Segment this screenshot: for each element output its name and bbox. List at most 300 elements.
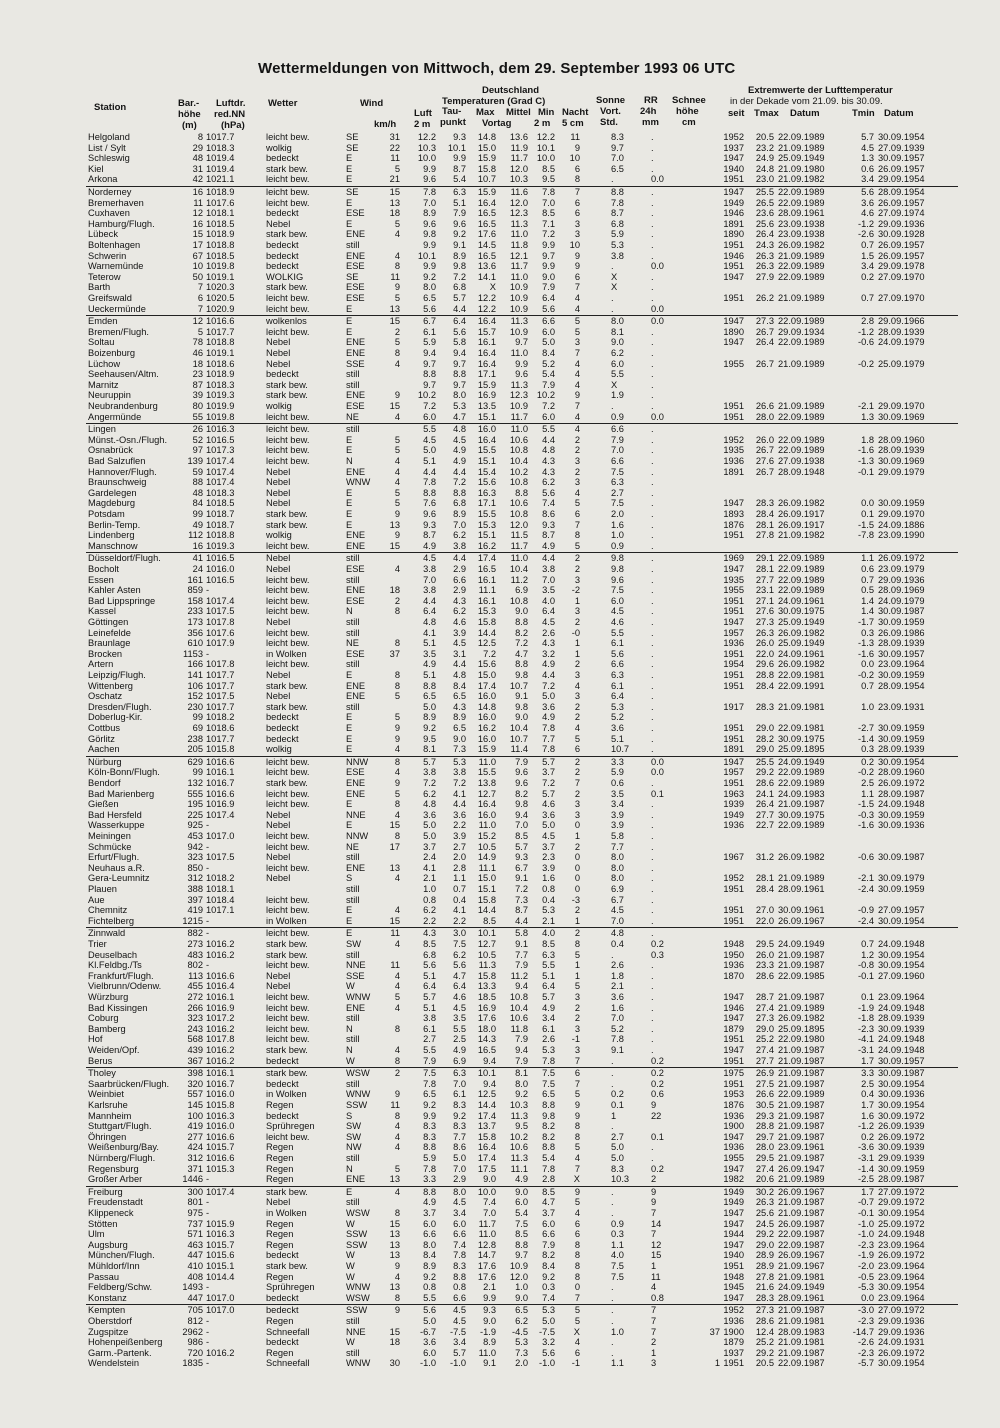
cell-dewpoint: 8.3 — [453, 1261, 466, 1271]
cell-temp-air: 0.8 — [423, 894, 436, 905]
cell-weather: Schneefall — [266, 1326, 310, 1337]
cell-tmax-date: 25.09.1949 — [778, 153, 825, 164]
cell-temp-night: 3 — [574, 229, 580, 240]
cell-tmax-date: 21.09.1987 — [778, 992, 825, 1002]
cell-weather: WOLKIG — [266, 271, 304, 282]
cell-wind-speed: 13 — [389, 197, 400, 208]
cell-sunshine: . — [611, 1316, 614, 1326]
cell-dewpoint: 5.6 — [453, 960, 466, 971]
cell-height: 99 — [192, 509, 203, 519]
cell-since: 1940 — [723, 163, 744, 174]
cell-tmin-date: 27.09.1972 — [878, 1305, 925, 1316]
cell-tmax: 27.4 — [755, 1002, 774, 1013]
cell-precip: . — [651, 733, 654, 744]
cell-weather: stark bew. — [266, 680, 308, 691]
cell-tmax: 29.5 — [755, 1153, 774, 1163]
cell-wind-speed: 4 — [394, 744, 400, 755]
cell-temp-air: 6.2 — [423, 788, 436, 799]
cell-temp-air: 7.0 — [423, 197, 436, 208]
cell-tmin: 0.0 — [861, 498, 874, 509]
cell-temp-max: 11.0 — [478, 820, 496, 831]
cell-since: 1951 — [723, 670, 744, 680]
cell-wind-speed: 18 — [389, 208, 400, 219]
cell-wind-dir: ENE — [346, 788, 366, 799]
cell-height: 557 — [187, 1089, 203, 1100]
cell-temp-max: 2.1 — [483, 1282, 496, 1293]
cell-tmin-date: 30.09.1954 — [878, 1208, 925, 1218]
cell-sunshine: 2.1 — [611, 981, 624, 992]
cell-temp-mean: 8.2 — [515, 627, 528, 638]
cell-tmax-date: 24.09.1961 — [778, 648, 825, 659]
cell-temp-min: 9.2 — [542, 1271, 555, 1282]
cell-wind-speed: 4 — [394, 970, 400, 981]
cell-precip: 0.2 — [651, 1055, 664, 1066]
cell-temp-night: 4 — [574, 411, 580, 422]
header-max: Max — [476, 107, 495, 118]
cell-tmax: 23.0 — [755, 174, 774, 185]
cell-height: 6 — [197, 293, 203, 303]
cell-temp-night: 3 — [574, 670, 580, 680]
cell-wind-dir: NW — [346, 1142, 362, 1153]
cell-precip: . — [651, 509, 654, 519]
cell-height: 8 — [197, 132, 203, 142]
cell-since: 1951 — [723, 606, 744, 617]
cell-temp-air: 3.5 — [423, 648, 436, 659]
cell-weather: stark bew. — [266, 1261, 308, 1271]
cell-precip: 0.2 — [651, 1068, 664, 1079]
cell-weather: leicht bew. — [266, 303, 310, 314]
cell-precip: 9 — [651, 1197, 657, 1208]
cell-sunshine: 9.8 — [611, 553, 624, 564]
cell-precip: 7 — [651, 1305, 657, 1316]
cell-height: 50 — [192, 271, 203, 282]
cell-dewpoint: 7.0 — [453, 1163, 466, 1174]
cell-sunshine: 2.6 — [611, 960, 624, 971]
cell-temp-night: 4 — [574, 379, 580, 390]
cell-tmin: -0.8 — [857, 960, 874, 971]
cell-station: Hohenpeißenberg — [88, 1337, 163, 1348]
cell-sunshine: 7.0 — [611, 445, 624, 456]
header-bar2: höhe — [178, 109, 201, 120]
cell-temp-max: 14.3 — [477, 1034, 496, 1045]
cell-wind-dir: S — [346, 1110, 353, 1121]
cell-tmin-date: 27.09.1970 — [878, 271, 925, 282]
cell-station: Garm.-Partenk. — [88, 1347, 152, 1358]
cell-precip: . — [651, 153, 654, 164]
cell-wind-dir: E — [346, 519, 353, 530]
cell-station: List / Sylt — [88, 142, 126, 153]
cell-height: 398 — [187, 1068, 203, 1079]
cell-temp-max: 16.4 — [477, 348, 496, 358]
cell-dewpoint: 8.9 — [453, 712, 466, 723]
cell-temp-max: 16.4 — [477, 434, 496, 445]
cell-temp-min: 7.2 — [542, 778, 555, 788]
cell-precip: . — [651, 873, 654, 884]
cell-pressure: 1016.7 — [206, 1078, 235, 1089]
cell-sunshine: 8.0 — [611, 873, 624, 884]
cell-temp-night: 4 — [574, 487, 580, 498]
cell-station: Bad Salzuflen — [88, 456, 146, 466]
cell-sunshine: 6.4 — [611, 691, 624, 702]
cell-tmax-date: 22.09.1989 — [778, 1089, 825, 1100]
cell-weather: leicht bew. — [266, 799, 310, 810]
cell-tmax: 27.4 — [755, 1163, 774, 1174]
cell-since: 1945 — [723, 1282, 744, 1293]
cell-height: 42 — [192, 174, 203, 185]
cell-station: Cuxhaven — [88, 208, 130, 219]
cell-temp-max: 10.5 — [477, 841, 496, 852]
cell-sunshine: 8.3 — [611, 1163, 624, 1174]
cell-wind-dir: ENE — [346, 540, 366, 551]
cell-sunshine: 8.1 — [611, 326, 624, 337]
cell-dewpoint: 9.4 — [453, 348, 466, 358]
cell-dewpoint: 9.2 — [453, 1110, 466, 1121]
cell-weather: stark bew. — [266, 701, 308, 712]
cell-precip: . — [651, 981, 654, 992]
cell-wind-speed: 4 — [394, 1121, 400, 1132]
cell-tmax-date: 28.09.1961 — [778, 208, 825, 219]
cell-temp-night: 6 — [574, 1218, 580, 1229]
cell-temp-night: X — [573, 1326, 580, 1337]
cell-precip: . — [651, 498, 654, 509]
cell-wind-dir: E — [346, 163, 353, 174]
cell-sunshine: 4.8 — [611, 928, 624, 939]
cell-tmin-date: 23.09.1964 — [878, 1292, 925, 1303]
cell-pressure: 1016.5 — [206, 553, 235, 564]
cell-tmin: -7.8 — [857, 530, 874, 541]
cell-precip: . — [651, 809, 654, 820]
cell-temp-mean: 10.4 — [509, 723, 528, 733]
cell-temp-min: 8.8 — [542, 1142, 555, 1153]
cell-tmax: 28.3 — [755, 498, 774, 509]
cell-since: 1957 — [723, 767, 744, 778]
cell-temp-air: 8.1 — [423, 744, 436, 755]
cell-temp-max: 17.6 — [477, 229, 496, 240]
cell-tmax-date: 21.09.1987 — [778, 1110, 825, 1121]
cell-wind-dir: SE — [346, 142, 359, 153]
cell-tmax-date: 21.09.1987 — [778, 1078, 825, 1089]
cell-sunshine: 0.6 — [611, 778, 624, 788]
cell-height: 5 — [197, 326, 203, 337]
cell-height: 424 — [187, 1142, 203, 1153]
cell-temp-night: 7 — [574, 1078, 580, 1089]
cell-weather: leicht bew. — [266, 659, 310, 670]
cell-tmax: 31.2 — [755, 852, 774, 863]
cell-precip: . — [651, 670, 654, 680]
cell-temp-mean: 12.0 — [509, 197, 528, 208]
cell-pressure: 1016.6 — [206, 1153, 235, 1163]
header-tau2: punkt — [440, 117, 466, 128]
cell-temp-night: 2 — [574, 434, 580, 445]
cell-temp-min: 7.1 — [542, 218, 555, 229]
cell-temp-night: 3 — [574, 1023, 580, 1034]
cell-weather: Nebel — [266, 691, 291, 702]
cell-temp-max: 15.4 — [477, 466, 496, 477]
cell-temp-mean: 9.0 — [515, 606, 528, 617]
cell-temp-air: 4.9 — [423, 1197, 436, 1208]
cell-wind-speed: 4 — [394, 1142, 400, 1153]
cell-sunshine: X — [611, 271, 618, 282]
cell-height: 132 — [187, 778, 203, 788]
cell-temp-max: 16.5 — [477, 208, 496, 219]
cell-temp-mean: 8.0 — [515, 1078, 528, 1089]
cell-height: 882 — [187, 928, 203, 939]
cell-station: Wasserkuppe — [88, 820, 145, 831]
cell-height: 10 — [192, 261, 203, 272]
cell-temp-air: 8.5 — [423, 939, 436, 949]
cell-temp-min: 7.9 — [542, 379, 555, 390]
cell-temp-min: 9.3 — [542, 519, 555, 530]
cell-wind-speed: 9 — [394, 778, 400, 788]
cell-dewpoint: 2.8 — [453, 862, 466, 873]
cell-temp-night: 7 — [574, 187, 580, 197]
cell-tmax-date: 26.09.1947 — [778, 1163, 825, 1174]
cell-since: 1963 — [723, 788, 744, 799]
cell-wind-dir: still — [346, 1078, 360, 1089]
cell-temp-mean: 10.9 — [509, 282, 528, 293]
cell-station: Zugspitze — [88, 1326, 129, 1337]
cell-temp-max: 10.1 — [477, 928, 496, 939]
cell-pressure: 1016.6 — [206, 970, 235, 981]
cell-weather: leicht bew. — [266, 424, 310, 435]
cell-pressure: 1016.1 — [206, 1068, 235, 1079]
cell-wind-speed: 21 — [389, 174, 400, 185]
cell-temp-mean: 9.8 — [515, 701, 528, 712]
cell-temp-night: 7 — [574, 778, 580, 788]
cell-height: 408 — [187, 1271, 203, 1282]
header-schnee2: höhe — [676, 106, 699, 117]
cell-wind-speed: 5 — [394, 1163, 400, 1174]
cell-pressure: 1019.1 — [206, 348, 235, 358]
header-wind-unit: km/h — [374, 119, 397, 130]
cell-tmin-date: 28.09.1939 — [878, 326, 925, 337]
cell-wind-speed: 4 — [394, 767, 400, 778]
cell-wind-dir: ENE — [346, 1174, 366, 1185]
cell-precip: 7 — [651, 1208, 657, 1218]
cell-station: Neuruppin — [88, 390, 131, 401]
cell-temp-air: 2.7 — [423, 1034, 436, 1045]
cell-temp-air: 4.5 — [423, 434, 436, 445]
header-bar-unit: (m) — [182, 120, 197, 131]
cell-precip: . — [651, 659, 654, 670]
cell-temp-night: 3 — [574, 606, 580, 617]
cell-temp-min: 3.4 — [542, 1013, 555, 1024]
cell-sunshine: 10.7 — [611, 744, 630, 755]
cell-tmin: -2.1 — [857, 873, 874, 884]
cell-pressure: - — [206, 1326, 210, 1337]
cell-sunshine: . — [611, 1186, 614, 1197]
cell-tmin-date: 23.09.1931 — [878, 701, 925, 712]
cell-tmin: -1.3 — [857, 638, 874, 649]
cell-tmin-date: 30.09.1954 — [878, 915, 925, 926]
header-vortag: Vortag — [482, 118, 512, 129]
cell-dewpoint: 3.5 — [453, 1013, 466, 1024]
cell-weather: stark bew. — [266, 949, 308, 960]
cell-pressure: 1018.7 — [206, 519, 235, 530]
cell-sunshine: 8.0 — [611, 852, 624, 863]
cell-temp-air: 7.2 — [423, 778, 436, 788]
cell-weather: leicht bew. — [266, 197, 310, 208]
cell-since: 1951 — [723, 915, 744, 926]
cell-tmin: 0.1 — [861, 992, 874, 1002]
cell-temp-min: 6.4 — [542, 293, 555, 303]
cell-dewpoint: 8.0 — [453, 1186, 466, 1197]
cell-dewpoint: 9.0 — [453, 733, 466, 744]
cell-tmax-date: 30.09.1975 — [778, 809, 825, 820]
cell-weather: leicht bew. — [266, 831, 310, 841]
cell-dewpoint: 2.0 — [453, 852, 466, 863]
cell-tmax: 28.3 — [755, 701, 774, 712]
cell-sunshine: . — [611, 949, 614, 960]
cell-tmax-date: 21.09.1987 — [778, 1347, 825, 1358]
cell-pressure: 1016.2 — [206, 1045, 235, 1055]
cell-temp-min: 4.0 — [542, 928, 555, 939]
cell-temp-min: 8.5 — [542, 939, 555, 949]
cell-weather: Nebel — [266, 970, 291, 981]
cell-sunshine: 6.6 — [611, 659, 624, 670]
cell-wind-speed: 8 — [394, 831, 400, 841]
cell-since: 1947 — [723, 1292, 744, 1303]
cell-pressure: - — [206, 1316, 210, 1326]
cell-sunshine: 8.7 — [611, 208, 624, 219]
cell-temp-air: 5.1 — [423, 1002, 436, 1013]
cell-tmin: 2.5 — [861, 778, 874, 788]
cell-tmin-date: 30.09.1936 — [878, 1089, 925, 1100]
cell-tmax-date: 22.09.1989 — [778, 316, 825, 327]
cell-pressure: 1016.5 — [206, 434, 235, 445]
cell-weather: leicht bew. — [266, 862, 310, 873]
cell-tmax-date: 22.09.1989 — [778, 767, 825, 778]
cell-dewpoint: 9.6 — [453, 218, 466, 229]
cell-tmin-date: 26.09.1957 — [878, 250, 925, 261]
cell-since: 1947 — [723, 1208, 744, 1218]
cell-tmin-date: 23.09.1964 — [878, 1271, 925, 1282]
cell-height: 48 — [192, 487, 203, 498]
cell-temp-max: 14.4 — [477, 1100, 496, 1110]
header-schnee: Schnee — [672, 95, 706, 106]
cell-precip: . — [651, 627, 654, 638]
cell-temp-night: 2 — [574, 1002, 580, 1013]
cell-temp-mean: 7.9 — [515, 960, 528, 971]
cell-pressure: 1018.8 — [206, 530, 235, 541]
cell-dewpoint: 4.9 — [453, 1045, 466, 1055]
cell-temp-air: -1.0 — [419, 1358, 436, 1369]
cell-wind-dir: SSW — [346, 1100, 368, 1110]
cell-temp-mean: 9.9 — [515, 358, 528, 369]
cell-since: 1967 — [723, 852, 744, 863]
cell-temp-air: 6.0 — [423, 1218, 436, 1229]
cell-temp-night: 10 — [569, 153, 580, 164]
cell-tmin-date: 27.09.1970 — [878, 293, 925, 303]
cell-tmin-date: 30.09.1972 — [878, 1110, 925, 1121]
cell-precip: . — [651, 390, 654, 401]
cell-height: 230 — [187, 701, 203, 712]
cell-precip: . — [651, 701, 654, 712]
cell-temp-min: 3.2 — [542, 1337, 555, 1348]
cell-temp-night: 3 — [574, 337, 580, 348]
cell-temp-night: 6 — [574, 208, 580, 219]
cell-temp-night: 8 — [574, 1250, 580, 1261]
cell-temp-min: 4.4 — [542, 434, 555, 445]
cell-temp-max: 15.0 — [477, 670, 496, 680]
cell-temp-min: 7.2 — [542, 401, 555, 411]
cell-temp-min: 3.9 — [542, 862, 555, 873]
cell-temp-night: 9 — [574, 261, 580, 272]
cell-precip: 3 — [651, 1358, 657, 1369]
cell-temp-night: 3 — [574, 799, 580, 810]
cell-precip: . — [651, 992, 654, 1002]
cell-tmax-date: 21.09.1987 — [778, 949, 825, 960]
cell-temp-night: 6 — [574, 1068, 580, 1079]
cell-tmin-date: 29.09.1972 — [878, 1197, 925, 1208]
cell-wind-dir: ESE — [346, 648, 365, 659]
cell-tmax-date: 21.09.1989 — [778, 250, 825, 261]
cell-temp-air: 5.5 — [423, 424, 436, 435]
cell-temp-max: 11.3 — [478, 960, 496, 971]
cell-tmax-date: 26.09.1982 — [778, 627, 825, 638]
cell-dewpoint: 7.2 — [453, 778, 466, 788]
cell-precip: . — [651, 487, 654, 498]
cell-tmin-date: 29.09.1970 — [878, 509, 925, 519]
cell-tmin-date: 28.09.1954 — [878, 187, 925, 197]
cell-wind-speed: 5 — [394, 293, 400, 303]
cell-station: Schmücke — [88, 841, 132, 852]
cell-tmax: 27.3 — [755, 1013, 774, 1024]
cell-wind-dir: WNW — [346, 477, 371, 488]
cell-wind-speed: 8 — [394, 1055, 400, 1066]
cell-sunshine: 4.6 — [611, 617, 624, 627]
cell-temp-max: 16.9 — [477, 1002, 496, 1013]
cell-temp-min: 5.7 — [542, 992, 555, 1002]
cell-weather: Nebel — [266, 348, 291, 358]
cell-height: 410 — [187, 1261, 203, 1271]
cell-since: 1949 — [723, 1186, 744, 1197]
cell-tmax-date: 25.09.1895 — [778, 744, 825, 755]
cell-precip: 1 — [651, 1347, 657, 1358]
cell-tmax: 28.0 — [755, 1142, 774, 1153]
cell-dewpoint: 4.5 — [453, 1197, 466, 1208]
cell-temp-max: 14.1 — [477, 271, 496, 282]
cell-wind-dir: ENE — [346, 229, 366, 240]
header-luftdr2: red.NN — [214, 109, 246, 120]
cell-temp-min: 5.0 — [542, 1316, 555, 1326]
cell-temp-mean: 9.2 — [515, 1089, 528, 1100]
cell-tmax-date: 28.09.1961 — [778, 1292, 825, 1303]
cell-dewpoint: 3.9 — [453, 627, 466, 638]
cell-weather: leicht bew. — [266, 187, 310, 197]
cell-height: 859 — [187, 585, 203, 596]
cell-tmax: 28.6 — [755, 970, 774, 981]
cell-tmin: -2.4 — [857, 915, 874, 926]
cell-tmin: -2.7 — [857, 723, 874, 733]
cell-temp-mean: 5.8 — [515, 928, 528, 939]
cell-dewpoint: 7.2 — [453, 477, 466, 488]
cell-height: 367 — [187, 1055, 203, 1066]
cell-temp-min: 2.3 — [542, 852, 555, 863]
cell-temp-min: -7.5 — [538, 1326, 555, 1337]
cell-tmin: -1.6 — [857, 648, 874, 659]
cell-wind-dir: E — [346, 498, 353, 509]
cell-dewpoint: 7.7 — [453, 1131, 466, 1142]
cell-temp-mean: 10.6 — [509, 1013, 528, 1024]
cell-wind-speed: 8 — [394, 799, 400, 810]
cell-station: Marnitz — [88, 379, 119, 390]
cell-temp-max: 14.4 — [477, 627, 496, 638]
cell-tmax-date: 21.09.1987 — [778, 960, 825, 971]
cell-temp-min: 4.3 — [542, 638, 555, 649]
cell-wind-speed: 4 — [394, 456, 400, 466]
cell-precip: . — [651, 132, 654, 142]
